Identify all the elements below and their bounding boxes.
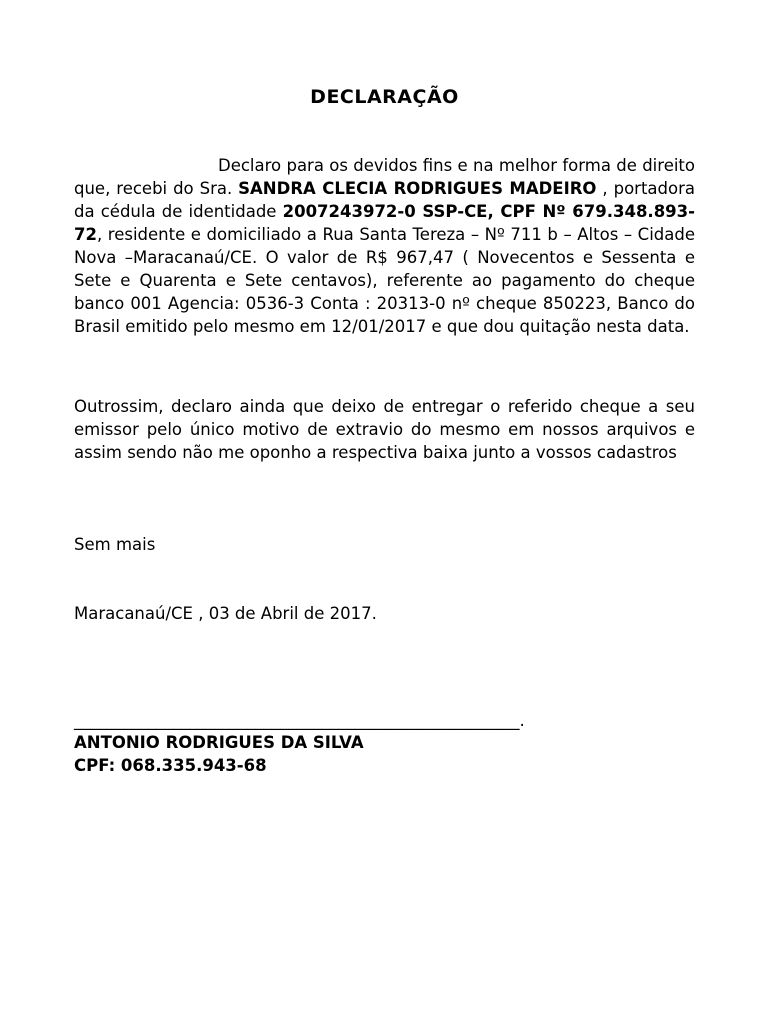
date-line: Maracanaú/CE , 03 de Abril de 2017. — [74, 604, 377, 623]
identity-document-number: 2007243972-0 SSP-CE, CPF Nº 679.348.893-72 — [74, 202, 695, 244]
closing-text: Sem mais — [74, 535, 156, 554]
paragraph1-text-2: , portadora da cédula de identidade — [74, 179, 695, 221]
signer-name: ANTONIO RODRIGUES DA SILVA — [74, 733, 364, 752]
signer-cpf: CPF: 068.335.943-68 — [74, 756, 267, 775]
paragraph1-text-1: Declaro para os devidos fins e na melhor forma de direito que, recebi do Sra. — [74, 156, 695, 198]
additional-paragraph: Outrossim, declaro ainda que deixo de entregar o referido cheque a seu emissor pelo único motivo de extravio do mesmo em nossos arquivos e assim sendo não me oponho a respectiva baixa junto a vossos cadastros — [74, 397, 695, 462]
document-title: DECLARAÇÃO — [310, 86, 459, 108]
signature-line: ______________________________________________________. — [74, 711, 525, 730]
paragraph1-text-3: , residente e domiciliado a Rua Santa Tereza – Nº 711 b – Altos – Cidade Nova –Maracanaú/CE. O valor de R$ 967,47 ( Novecentos e Sessenta e Sete e Quarenta e Sete centavos), referente ao pagamento do cheque banco 001 Agencia: 0536-3 Conta : 20313-0 nº cheque 850223, Banco do Brasil emitido pelo mesmo em 12/01/2017 e que dou quitação nesta data. — [74, 225, 695, 336]
declarant-name: SANDRA CLECIA RODRIGUES MADEIRO — [238, 179, 597, 198]
declaration-paragraph — [74, 154, 695, 338]
